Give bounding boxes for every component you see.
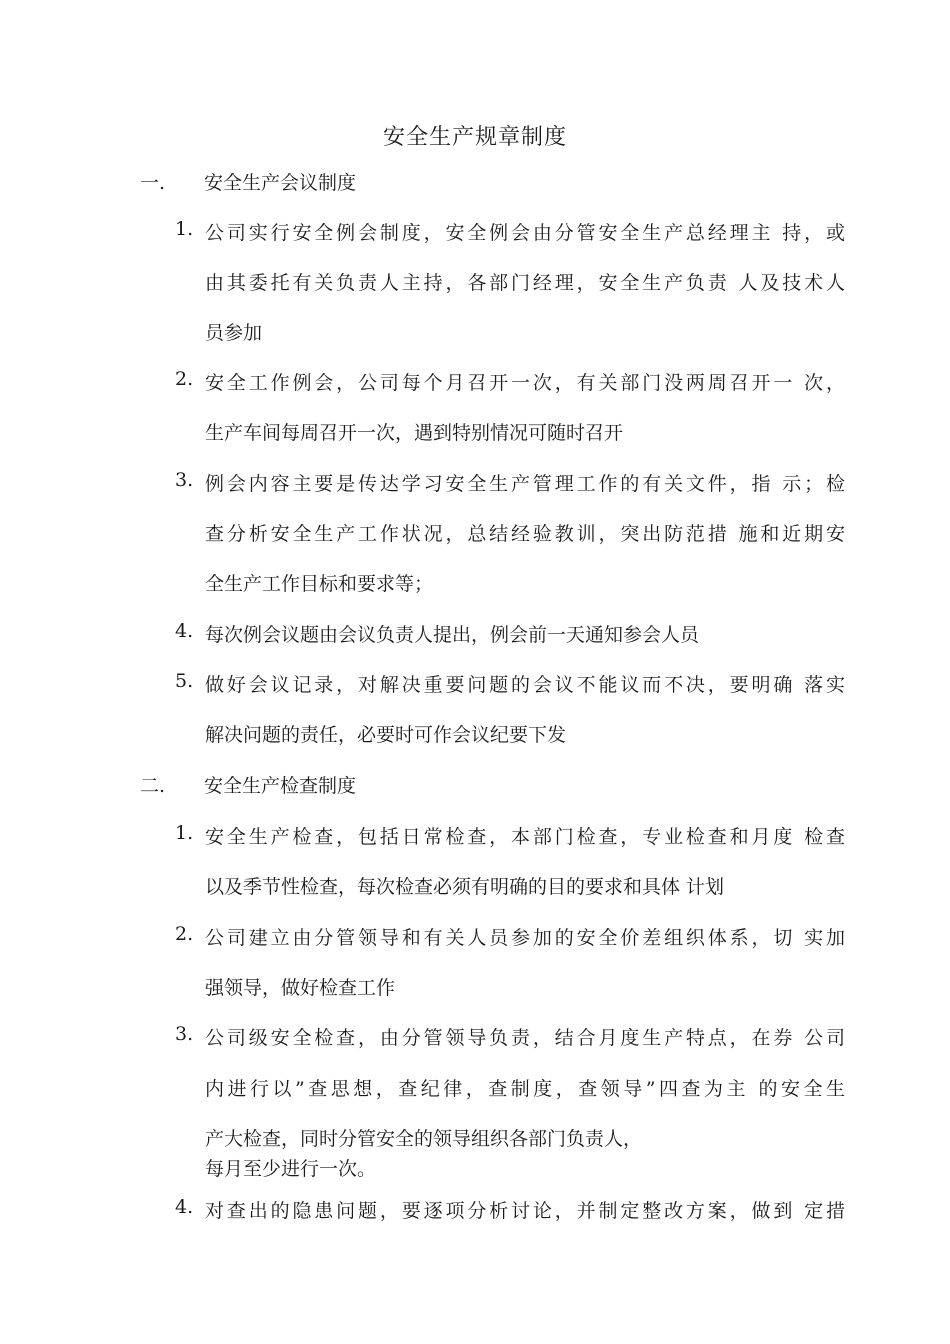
item-line: 生产车间每周召开一次，遇到特别情况可随时召开 [205,422,624,444]
item-number: 2. [175,368,194,390]
item-line: 内进行以”查思想，查纪律，查制度，查领导”四查为主 的安全生 [205,1078,845,1100]
item-line: 解决问题的责任，必要时可作会议纪要下发 [205,724,567,746]
section-number: 二. [140,775,166,797]
item-number: 4. [175,620,194,642]
item-line: 安全生产检查，包括日常检查，本部门检查，专业检查和月度 检查 [205,826,845,848]
item-line: 由其委托有关负责人主持，各部门经理，安全生产负责 人及技术人 [205,272,845,294]
document-title: 安全生产规章制度 [382,125,567,150]
section-number: 一. [140,172,166,194]
item-line: 做好会议记录，对解决重要问题的会议不能议而不决，要明确 落实 [205,674,845,696]
item-line: 对查出的隐患问题，要逐项分析讨论，并制定整改方案，做到 定措 [205,1200,845,1222]
section-heading-1 [140,168,356,195]
item-line: 每月至少进行一次。 [205,1158,377,1180]
item-line: 查分析安全生产工作状况，总结经验教训，突出防范措 施和近期安 [205,523,845,545]
section-title: 安全生产检查制度 [204,775,357,797]
item-number: 2. [175,923,194,945]
item-line: 公司级安全检查，由分管领导负责，结合月度生产特点，在券 公司 [205,1027,845,1049]
section-heading-2 [140,771,356,798]
item-line: 公司实行安全例会制度，安全例会由分管安全生产总经理主 持，或 [205,222,845,244]
item-line: 例会内容主要是传达学习安全生产管理工作的有关文件，指 示；检 [205,473,845,495]
item-number: 3. [175,1023,194,1045]
item-number: 1. [175,218,194,240]
item-number: 3. [175,469,194,491]
item-line: 以及季节性检查，每次检查必须有明确的目的要求和具体 计划 [205,876,725,898]
item-number: 1. [175,822,194,844]
item-line: 公司建立由分管领导和有关人员参加的安全价差组织体系，切 实加 [205,927,845,949]
section-title: 安全生产会议制度 [204,172,357,194]
item-line: 强领导，做好检查工作 [205,977,396,999]
item-line: 产大检查，同时分管安全的领导组织各部门负责人， [205,1128,643,1150]
item-line: 全生产工作目标和要求等； [205,573,434,595]
item-line: 每次例会议题由会议负责人提出，例会前一天通知参会人员 [205,624,700,646]
item-number: 5. [175,670,194,692]
item-line: 员参加 [205,322,263,344]
item-line: 安全工作例会，公司每个月召开一次，有关部门没两周召开一 次， [205,372,845,394]
item-number: 4. [175,1196,194,1218]
